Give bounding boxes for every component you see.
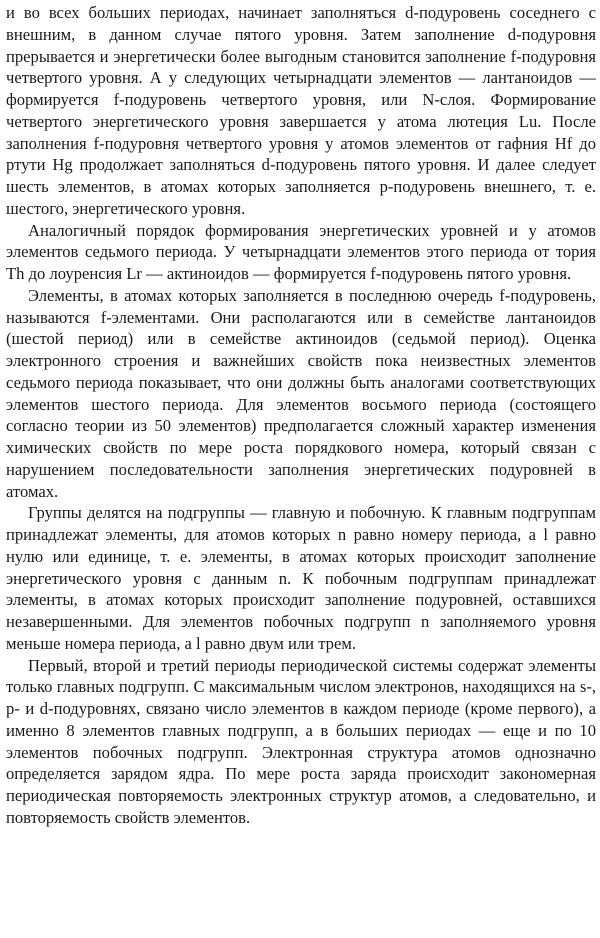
paragraph-4: Группы делятся на подгруппы — главную и побочную. К главным подгруппам принадлежат элементы, для атомов которых n равно номеру периода, а l равно нулю или единице, т. е. элементы, в атомах которых происходит заполнение энергетического уровня с данным n. К побочным подгруппам принадлежат элементы, в атомах которых происходит заполнение подуровней, оставшихся незавершенными. Для элементов побочных подгрупп n заполняемого уровня меньше номера периода, а l равно двум или трем. <box>6 503 596 653</box>
document-page <box>6 2 596 936</box>
paragraph-3: Элементы, в атомах которых заполняется в последнюю очередь f-подуровень, называются f-элементами. Они располагаются или в семействе лантаноидов (шестой период) или в семействе актиноидов (седьмой период). Оценка электронного строения и важнейших свойств пока неизвестных элементов седьмого периода показывает, что они должны быть аналогами соответствующих элементов шестого периода. Для элементов восьмого периода (состоящего согласно теории из 50 элементов) предполагается сложный характер изменения химических свойств по мере роста порядкового номера, который связан с нарушением последовательности заполнения энергетических подуровней в атомах. <box>6 285 596 501</box>
paragraph-5: Первый, второй и третий периоды периодической системы содержат элементы только главных подгрупп. С максимальным числом электронов, находящихся на s-, p- и d-подуровнях, связано число элементов в каждом периоде (кроме первого), а именно 8 элементов главных подгрупп, а в больших периодах — еще и по 10 элементов побочных подгрупп. Электронная структура атомов однозначно определяется зарядом ядра. По мере роста заряда происходит закономерная периодическая повторяемость электронных структур атомов, а следовательно, и повторяемость свойств элементов. <box>6 655 596 827</box>
paragraph-2: Аналогичный порядок формирования энергетических уровней и у атомов элементов седьмого периода. У четырнадцати элементов этого периода от тория Th до лоуренсия Lr — актиноидов — формируется f-подуровень пятого уровня. <box>6 220 596 283</box>
paragraph-1: и во всех больших периодах, начинает заполняться d-подуровень соседнего с внешним, в данном случае пятого уровня. Затем заполнение d-подуровня прерывается и энергетически более выгодным становится заполнение f-подуровня четвертого уровня. А у следующих четырнадцати элементов — лантаноидов — формируется f-подуровень четвертого уровня, или N-слоя. Формирование четвертого энергетического уровня завершается у атома лютеция Lu. После заполнения f-подуровня четвертого уровня у атомов элементов от гафния Hf до ртути Hg продолжает заполняться d-подуровень пятого уровня. И далее следует шесть элементов, в атомах которых заполняется p-подуровень внешнего, т. е. шестого, энергетического уровня. <box>6 3 596 218</box>
